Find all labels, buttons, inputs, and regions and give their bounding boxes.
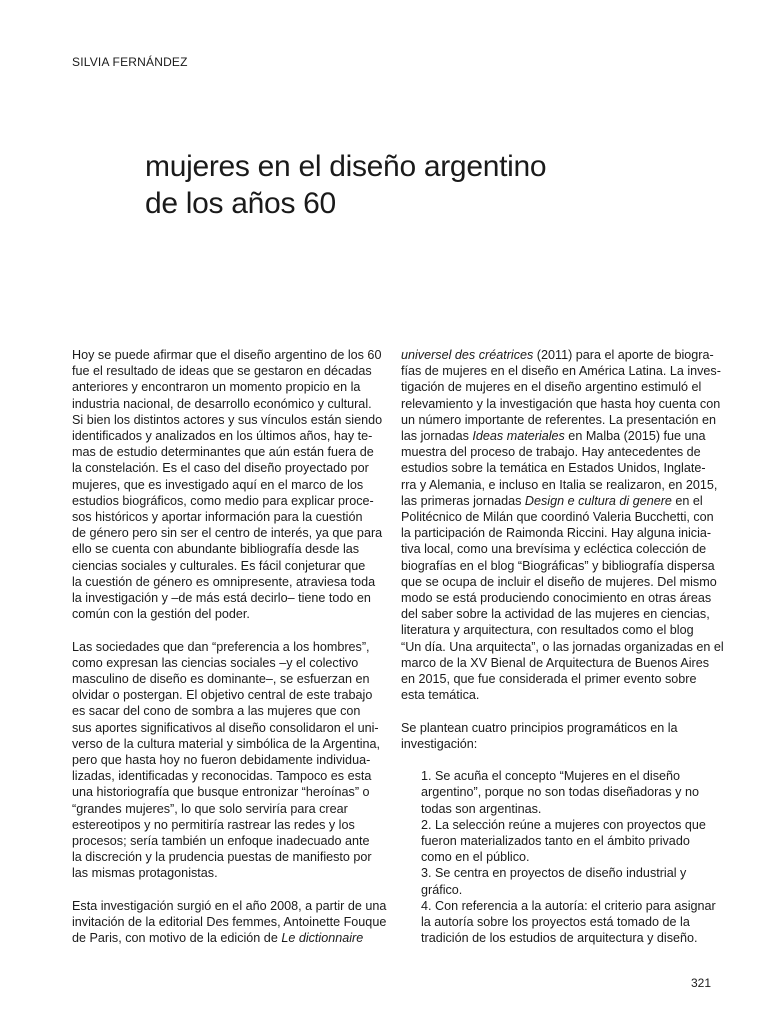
text-line: gráfico.: [421, 882, 463, 897]
text-line: modo se está produciendo conocimiento en otras áreas: [401, 591, 712, 606]
paragraph: [72, 347, 394, 622]
author-name: SILVIA FERNÁNDEZ: [72, 55, 188, 69]
text-line: que se ocupa de incluir el diseño de mujeres. Del mismo: [401, 574, 717, 589]
text-line: “grandes mujeres”, lo que solo serviría para crear: [72, 801, 348, 816]
text-line: sos históricos y aportar información para la cuestión: [72, 510, 363, 525]
text-line: masculino de diseño es dominante–, se esfuerzan en: [72, 672, 370, 687]
text-line: fías de mujeres en el diseño en América Latina. La inves-: [401, 364, 721, 379]
text-line: la cuestión de género es omnipresente, atraviesa toda: [72, 574, 376, 589]
text-line: Las sociedades que dan “preferencia a los hombres”,: [72, 639, 370, 654]
paragraph: [72, 898, 394, 947]
text-line: mas de estudio determinantes que aún están fuera de: [72, 445, 374, 460]
text-line: estudios biográficos, como medio para explicar proce-: [72, 493, 374, 508]
text-line: 4. Con referencia a la autoría: el criterio para asignar: [421, 898, 716, 913]
list-item: [421, 865, 713, 897]
text-line: relevamiento y la investigación que hasta hoy cuenta con: [401, 396, 721, 411]
text-line: ello se cuenta con abundante bibliografía desde las: [72, 542, 360, 557]
text-line: fue el resultado de ideas que se gestaron en décadas: [72, 364, 372, 379]
text-line: Hoy se puede afirmar que el diseño argentino de los 60: [72, 348, 382, 362]
text-line: 3. Se centra en proyectos de diseño industrial y: [421, 866, 687, 881]
text-line: lizadas, identificadas y reconocidas. Tampoco es esta: [72, 769, 372, 784]
text-line: esta temática.: [401, 688, 480, 703]
text-line: del saber sobre la actividad de las mujeres en ciencias,: [401, 607, 710, 622]
italic-title: Ideas materiales: [472, 429, 565, 444]
text-line: invitación de la editorial Des femmes, Antoinette Fouque: [72, 915, 387, 930]
text-line: de género pero sin ser el centro de interés, ya que para: [72, 526, 383, 541]
text-line: la discreción y la prudencia puestas de manifiesto por: [72, 850, 372, 865]
text-line: identificados y analizados en los últimos años, hay te-: [72, 429, 373, 444]
list-item: [421, 817, 713, 866]
text-line: investigación:: [401, 736, 478, 751]
text-line: “Un día. Una arquitecta”, o las jornadas organizadas en el: [401, 639, 724, 654]
text-line: sus aportes significativos al diseño consolidaron el uni-: [72, 720, 379, 735]
text-line: es sacar del cono de sombra a las mujeres que con: [72, 704, 361, 719]
text-line: olvidar o postergan. El objetivo central de este trabajo: [72, 688, 373, 703]
text-line: las jornadas Ideas materiales en Malba (2015) fue una: [401, 429, 706, 444]
paragraph: [401, 720, 713, 752]
page-number: 321: [690, 976, 711, 990]
text-line: las mismas protagonistas.: [72, 866, 218, 881]
paragraph: [72, 639, 394, 882]
text-line: marco de la XV Bienal de Arquitectura de Buenos Aires: [401, 655, 710, 670]
text-line: la investigación y –de más está decirlo– tiene todo en: [72, 591, 371, 606]
article-title: [145, 148, 665, 222]
text-line: una historiografía que busque entronizar “heroínas” o: [72, 785, 370, 800]
right-column: [401, 347, 724, 946]
text-line: argentino”, porque no son todas diseñadoras y no: [421, 785, 699, 800]
text-line: la constelación. Es el caso del diseño proyectado por: [72, 461, 369, 476]
text-line: la autoría sobre los proyectos está tomado de la: [421, 915, 690, 930]
text-line: procesos; sería también un enfoque inadecuado ante: [72, 834, 370, 849]
text-line: estudios sobre la temática en Estados Unidos, Inglate-: [401, 461, 706, 476]
text-line: la participación de Raimonda Riccini. Hay alguna inicia-: [401, 526, 712, 541]
left-column: [72, 347, 394, 963]
text-line: las primeras jornadas Design e cultura di genere en el: [401, 493, 703, 508]
text-line: como en el público.: [421, 850, 530, 865]
italic-title: Le dictionnaire: [281, 931, 364, 946]
text-line: tigación de mujeres en el diseño argentino estimuló el: [401, 380, 702, 395]
text-line: Esta investigación surgió en el año 2008, a partir de una: [72, 898, 387, 913]
text-line: de Paris, con motivo de la edición de Le dictionnaire: [72, 931, 364, 946]
text-line: todas son argentinas.: [421, 801, 542, 816]
title-line: de los años 60: [145, 187, 336, 220]
text-line: biografías en el blog “Biográficas” y bibliografía dispersa: [401, 558, 715, 573]
principles-list: [401, 768, 716, 946]
text-line: rra y Alemania, e incluso en Italia se realizaron, en 2015,: [401, 477, 718, 492]
text-line: mujeres, que es investigado aquí en el marco de los: [72, 477, 364, 492]
text-line: literatura y arquitectura, con resultados como el blog: [401, 623, 694, 638]
title-line: mujeres en el diseño argentino: [145, 150, 547, 183]
text-line: tiva local, como una brevísima y ecléctica colección de: [401, 542, 707, 557]
list-item: [421, 898, 716, 947]
text-line: muestra del proceso de trabajo. Hay antecedentes de: [401, 445, 701, 460]
text-line: tradición de los estudios de arquitectura y diseño.: [421, 931, 698, 946]
list-item: [421, 768, 713, 817]
text-line: 2. La selección reúne a mujeres con proyectos que: [421, 817, 706, 832]
text-line: como expresan las ciencias sociales –y el colectivo: [72, 655, 359, 670]
text-line: Se plantean cuatro principios programáticos en la: [401, 720, 678, 735]
text-line: común con la gestión del poder.: [72, 607, 250, 622]
text-line: anteriores y encontraron un momento propicio en la: [72, 380, 361, 395]
text-line: ciencias sociales y culturales. Es fácil conjeturar que: [72, 558, 366, 573]
paragraph: [401, 347, 724, 703]
italic-title: universel des créatrices: [401, 348, 534, 362]
text-line: industria nacional, de desarrollo económico y cultural.: [72, 396, 372, 411]
text-line: estereotipos y no permitiría rastrear las redes y los: [72, 817, 355, 832]
text-line: un número importante de referentes. La presentación en: [401, 412, 717, 427]
text-line: verso de la cultura material y simbólica de la Argentina,: [72, 736, 380, 751]
text-line: Politécnico de Milán que coordinó Valeria Bucchetti, con: [401, 510, 714, 525]
text-line: Si bien los distintos actores y sus vínculos están siendo: [72, 412, 383, 427]
text-line: en 2015, que fue considerada el primer evento sobre: [401, 672, 697, 687]
italic-title: Design e cultura di genere: [524, 493, 672, 508]
text-line: pero que hasta hoy no fueron debidamente individua-: [72, 753, 371, 768]
text-line: 1. Se acuña el concepto “Mujeres en el diseño: [421, 769, 681, 784]
text-line: fueron materializados tanto en el ámbito privado: [421, 834, 690, 849]
text-line: universel des créatrices (2011) para el aporte de biogra-: [401, 348, 714, 362]
